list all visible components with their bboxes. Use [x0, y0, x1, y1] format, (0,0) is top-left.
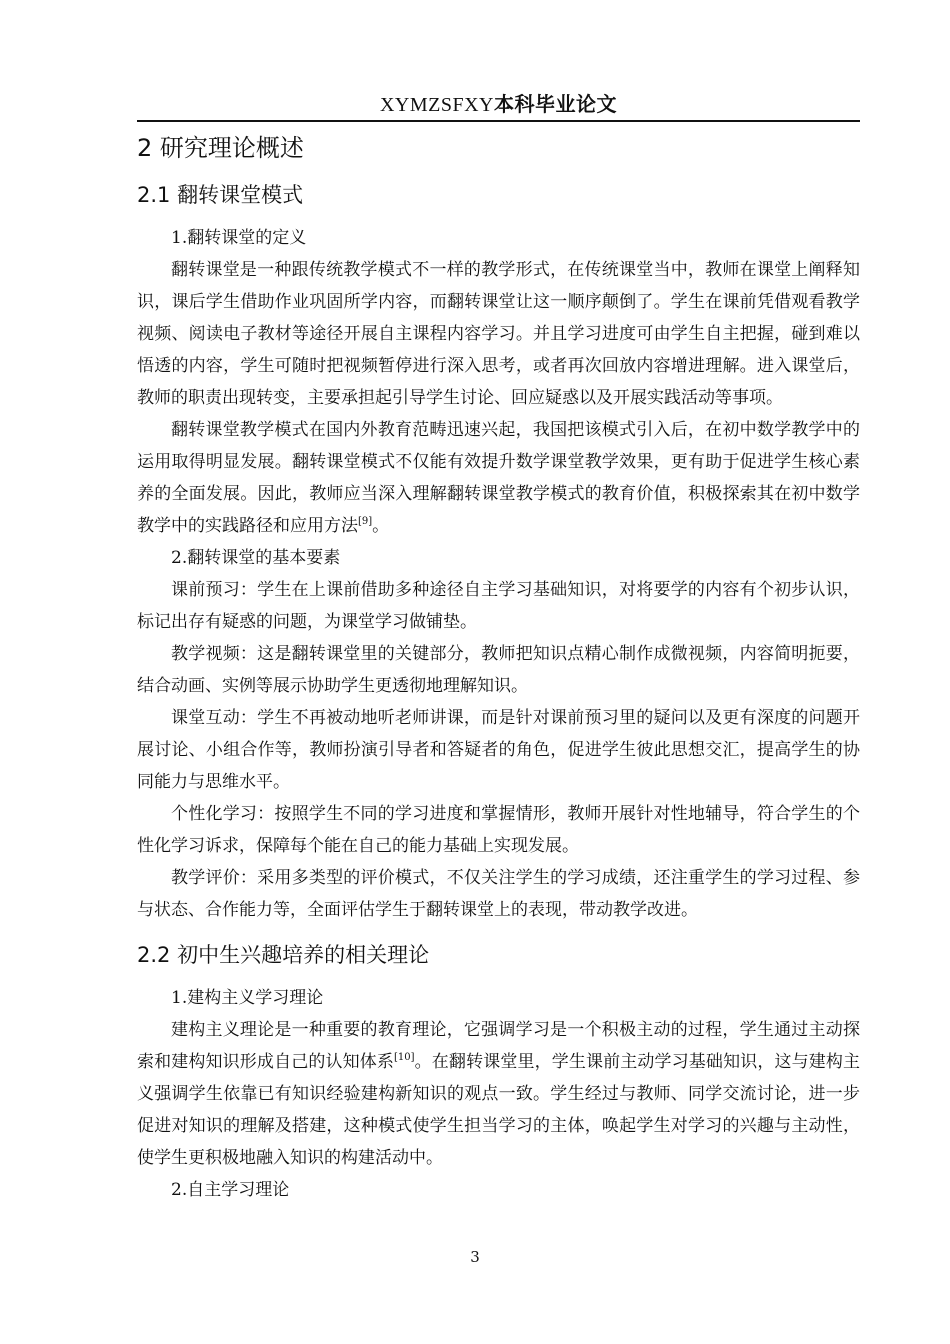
header-title-en: XYMZSFXY	[379, 94, 495, 116]
page-number: 3	[470, 1248, 480, 1266]
paragraph-end: 。	[372, 516, 390, 536]
paragraph-text: 建构主义理论是一种重要的教育理论，它强调学习是一个积极主动的过程，学生通过主动探索和建构知识形成自己的认知体系	[137, 1020, 860, 1072]
citation-ref: [9]	[358, 516, 373, 527]
page-content	[137, 128, 860, 1206]
header-title-cn: 本科毕业论文	[494, 92, 618, 116]
subheading-self-learning: 2.自主学习理论	[171, 1180, 290, 1200]
paragraph	[137, 414, 860, 542]
paragraph: 课堂互动：学生不再被动地听老师讲课，而是针对课前预习里的疑问以及更有深度的问题开展讨论、小组合作等，教师扮演引导者和答疑者的角色，促进学生彼此思想交汇，提高学生的协同能力与思维水平。	[137, 708, 860, 792]
paragraph	[137, 1014, 860, 1174]
section-2-2-title: 2.2 初中生兴趣培养的相关理论	[137, 943, 430, 967]
paragraph: 课前预习：学生在上课前借助多种途径自主学习基础知识，对将要学的内容有个初步认识，标记出存有疑惑的问题，为课堂学习做铺垫。	[137, 580, 860, 632]
paragraph: 教学评价：采用多类型的评价模式，不仅关注学生的学习成绩，还注重学生的学习过程、参与状态、合作能力等，全面评估学生于翻转课堂上的表现，带动教学改进。	[137, 868, 860, 920]
section-2-1-title: 2.1 翻转课堂模式	[137, 183, 304, 207]
paragraph: 个性化学习：按照学生不同的学习进度和掌握情形，教师开展针对性地辅导，符合学生的个性化学习诉求，保障每个能在自己的能力基础上实现发展。	[137, 804, 860, 856]
page-header	[137, 90, 860, 122]
subheading-definition: 1.翻转课堂的定义	[171, 228, 307, 248]
subheading-elements: 2.翻转课堂的基本要素	[171, 548, 341, 568]
paragraph: 教学视频：这是翻转课堂里的关键部分，教师把知识点精心制作成微视频，内容简明扼要，结合动画、实例等展示协助学生更透彻地理解知识。	[137, 644, 860, 696]
subheading-constructivism: 1.建构主义学习理论	[171, 988, 324, 1008]
paragraph-text: 。在翻转课堂里，学生课前主动学习基础知识，这与建构主义强调学生依靠已有知识经验建构新知识的观点一致。学生经过与教师、同学交流讨论，进一步促进对知识的理解及搭建，这种模式使学生担当学习的主体，唤起学生对学习的兴趣与主动性，使学生更积极地融入知识的构建活动中。	[137, 1052, 860, 1168]
paragraph: 翻转课堂是一种跟传统教学模式不一样的教学形式，在传统课堂当中，教师在课堂上阐释知识，课后学生借助作业巩固所学内容，而翻转课堂让这一顺序颠倒了。学生在课前凭借观看教学视频、阅读电子教材等途径开展自主课程内容学习。并且学习进度可由学生自主把握，碰到难以悟透的内容，学生可随时把视频暂停进行深入思考，或者再次回放内容增进理解。进入课堂后，教师的职责出现转变，主要承担起引导学生讨论、回应疑惑以及开展实践活动等事项。	[137, 260, 860, 408]
paragraph-text: 翻转课堂教学模式在国内外教育范畴迅速兴起，我国把该模式引入后，在初中数学教学中的运用取得明显发展。翻转课堂模式不仅能有效提升数学课堂教学效果，更有助于促进学生核心素养的全面发展。因此，教师应当深入理解翻转课堂教学模式的教育价值，积极探索其在初中数学教学中的实践路径和应用方法	[137, 420, 860, 536]
chapter-title: 2 研究理论概述	[137, 134, 304, 162]
citation-ref: [10]	[394, 1052, 415, 1063]
